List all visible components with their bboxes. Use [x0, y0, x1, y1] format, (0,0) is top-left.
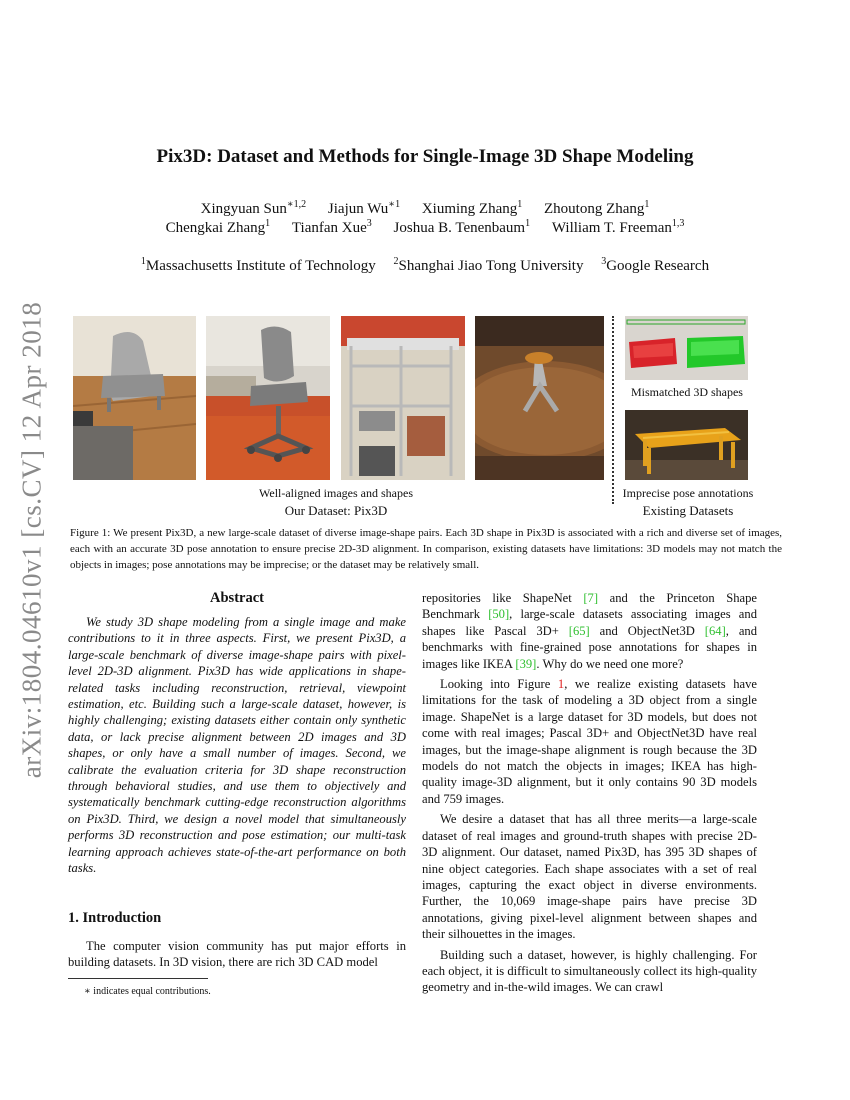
intro-heading: 1. Introduction [68, 910, 162, 926]
photo-mismatched-sofa [625, 316, 748, 380]
author: Chengkai Zhang$^1$ [165, 218, 271, 236]
photo-armchair-room [73, 316, 196, 480]
intro-paragraph: The computer vision community has put major efforts in building datasets. In 3D vision, there are rich 3D CAD model [68, 939, 406, 970]
citation-link[interactable]: [50] [488, 607, 510, 622]
author: Xingyuan Sun$^{∗1,2}$ [200, 199, 307, 217]
caption-imprecise: Imprecise pose annotations [622, 486, 754, 500]
photo-round-table [475, 316, 604, 480]
abstract-text: We study 3D shape modeling from a single image and make contributions to it in three aspects. First, we present Pix3D, a large-scale benchmark of diverse image-shape pairs with pixel-level 2D-3D alignment. Pix3D has wide applications in shape-related tasks including reconstruction, retrieval, viewpoint estimation, etc. Building such a large-scale dataset, however, is highly challenging; existing datasets either contain only synthetic data, or lack precise alignment between 2D images and 3D shapes, or only have a small number of images. Second, we calibrate the evaluation criteria for 3D shape reconstruction through behavioral studies, and use them to objectively and systematically benchmark cutting-edge reconstruction algorithms on Pix3D. Third, we design a novel model that simultaneously performs 3D reconstruction and pose estimation; our multi-task learning approach achieves state-of-the-art performance on both tasks. [68, 615, 406, 876]
paragraph: Looking into Figure 1, we realize existing datasets have limitations for the task of modeling a 3D object from a single image. ShapeNet is a large dataset for 3D models, but does not come with real images; Pascal 3D+ and ObjectNet3D have real images, but the image-shape alignment is rough because the 3D models do not match the objects in images; IKEA has high-quality image-3D alignment, but it only contains 90 3D models and 759 images. [422, 677, 757, 806]
author: Zhoutong Zhang$^1$ [543, 199, 650, 217]
citation-link[interactable]: [64] [704, 623, 726, 638]
paragraph: We desire a dataset that has all three merits—a large-scale dataset of real images and ground-truth shapes with precise 2D-3D alignment. Our dataset, named Pix3D, has 395 3D shapes of nine object categories. Each shape associates with a set of real images, capturing the exact object in diverse environments. Further, the 10,069 image-shape pairs have precise 3D annotations, giving pixel-level alignment between shapes and their silhouettes in the images. [422, 812, 757, 942]
right-column [422, 590, 757, 996]
citation-link[interactable]: [65] [568, 623, 590, 638]
author: Joshua B. Tenenbaum$^1$ [393, 218, 531, 236]
affiliations [0, 258, 850, 275]
caption-existing: Existing Datasets [642, 503, 734, 518]
author: Jiajun $Wu^{∗1}$ [327, 199, 401, 217]
authors-row-1 [0, 201, 850, 218]
citation-link[interactable]: [39] [515, 656, 537, 671]
author: Tianfan Xue$^3$ [291, 218, 372, 236]
caption-our-dataset: Our Dataset: Pix3D [284, 503, 388, 518]
citation-link[interactable]: [7] [583, 591, 599, 605]
photo-office-chair [206, 316, 330, 480]
arxiv-stamp [12, 290, 52, 790]
footnote-rule [68, 978, 208, 979]
footnote: ∗ indicates equal contributions. [84, 986, 211, 997]
abstract-body [68, 614, 406, 877]
intro-body [68, 938, 406, 971]
affiliation: $^3$Google Research [601, 256, 710, 274]
figure-caption: Figure 1: We present Pix3D, a new large-scale dataset of diverse image-shape pairs. Each 3D shape in Pix3D is associated with a rich and diverse set of images, each with an accurate 3D pose annotation to ensure precise 2D-3D alignment. In comparison, existing datasets have limitations: 3D models may not match the objects in images; pose annotations may be imprecise; or the dataset may be relatively small. [70, 527, 782, 571]
caption-well-aligned: Well-aligned images and shapes [259, 486, 413, 500]
paper-title: Pix3D: Dataset and Methods for Single-Image 3D Shape Modeling [156, 146, 694, 167]
authors-row-2 [0, 220, 850, 237]
abstract-heading: Abstract [210, 590, 264, 606]
affiliation: $^2$Shanghai Jiao Tong University [393, 256, 584, 274]
author: William T. Freeman$^{1,3}$ [551, 218, 685, 236]
figure-ref-link[interactable]: 1 [557, 677, 565, 692]
caption-mismatched: Mismatched 3D shapes [631, 385, 743, 399]
author: Xiuming Zhang$^1$ [421, 199, 523, 217]
paragraph: repositories like ShapeNet [7] and the Princeton Shape Benchmark [50], large-scale datasets associating images and shapes like Pascal 3D+ [65] and ObjectNet3D [64], and benchmarks with fine-grained pose annotations for shapes in images like IKEA [39]. Why do we need one more? [422, 591, 757, 671]
photo-loft-bed [341, 316, 465, 480]
photo-imprecise-table [625, 410, 748, 480]
figure-divider [612, 316, 614, 504]
paragraph: Building such a dataset, however, is highly challenging. For each object, it is difficult to simultaneously collect its high-quality geometry and in-the-wild images. We can crawl [422, 947, 757, 995]
arxiv-stamp-text: arXiv:1804.04610v1 [cs.CV] 12 Apr 2018 [16, 301, 47, 779]
affiliation: $^1$Massachusetts Institute of Technology [140, 256, 376, 274]
